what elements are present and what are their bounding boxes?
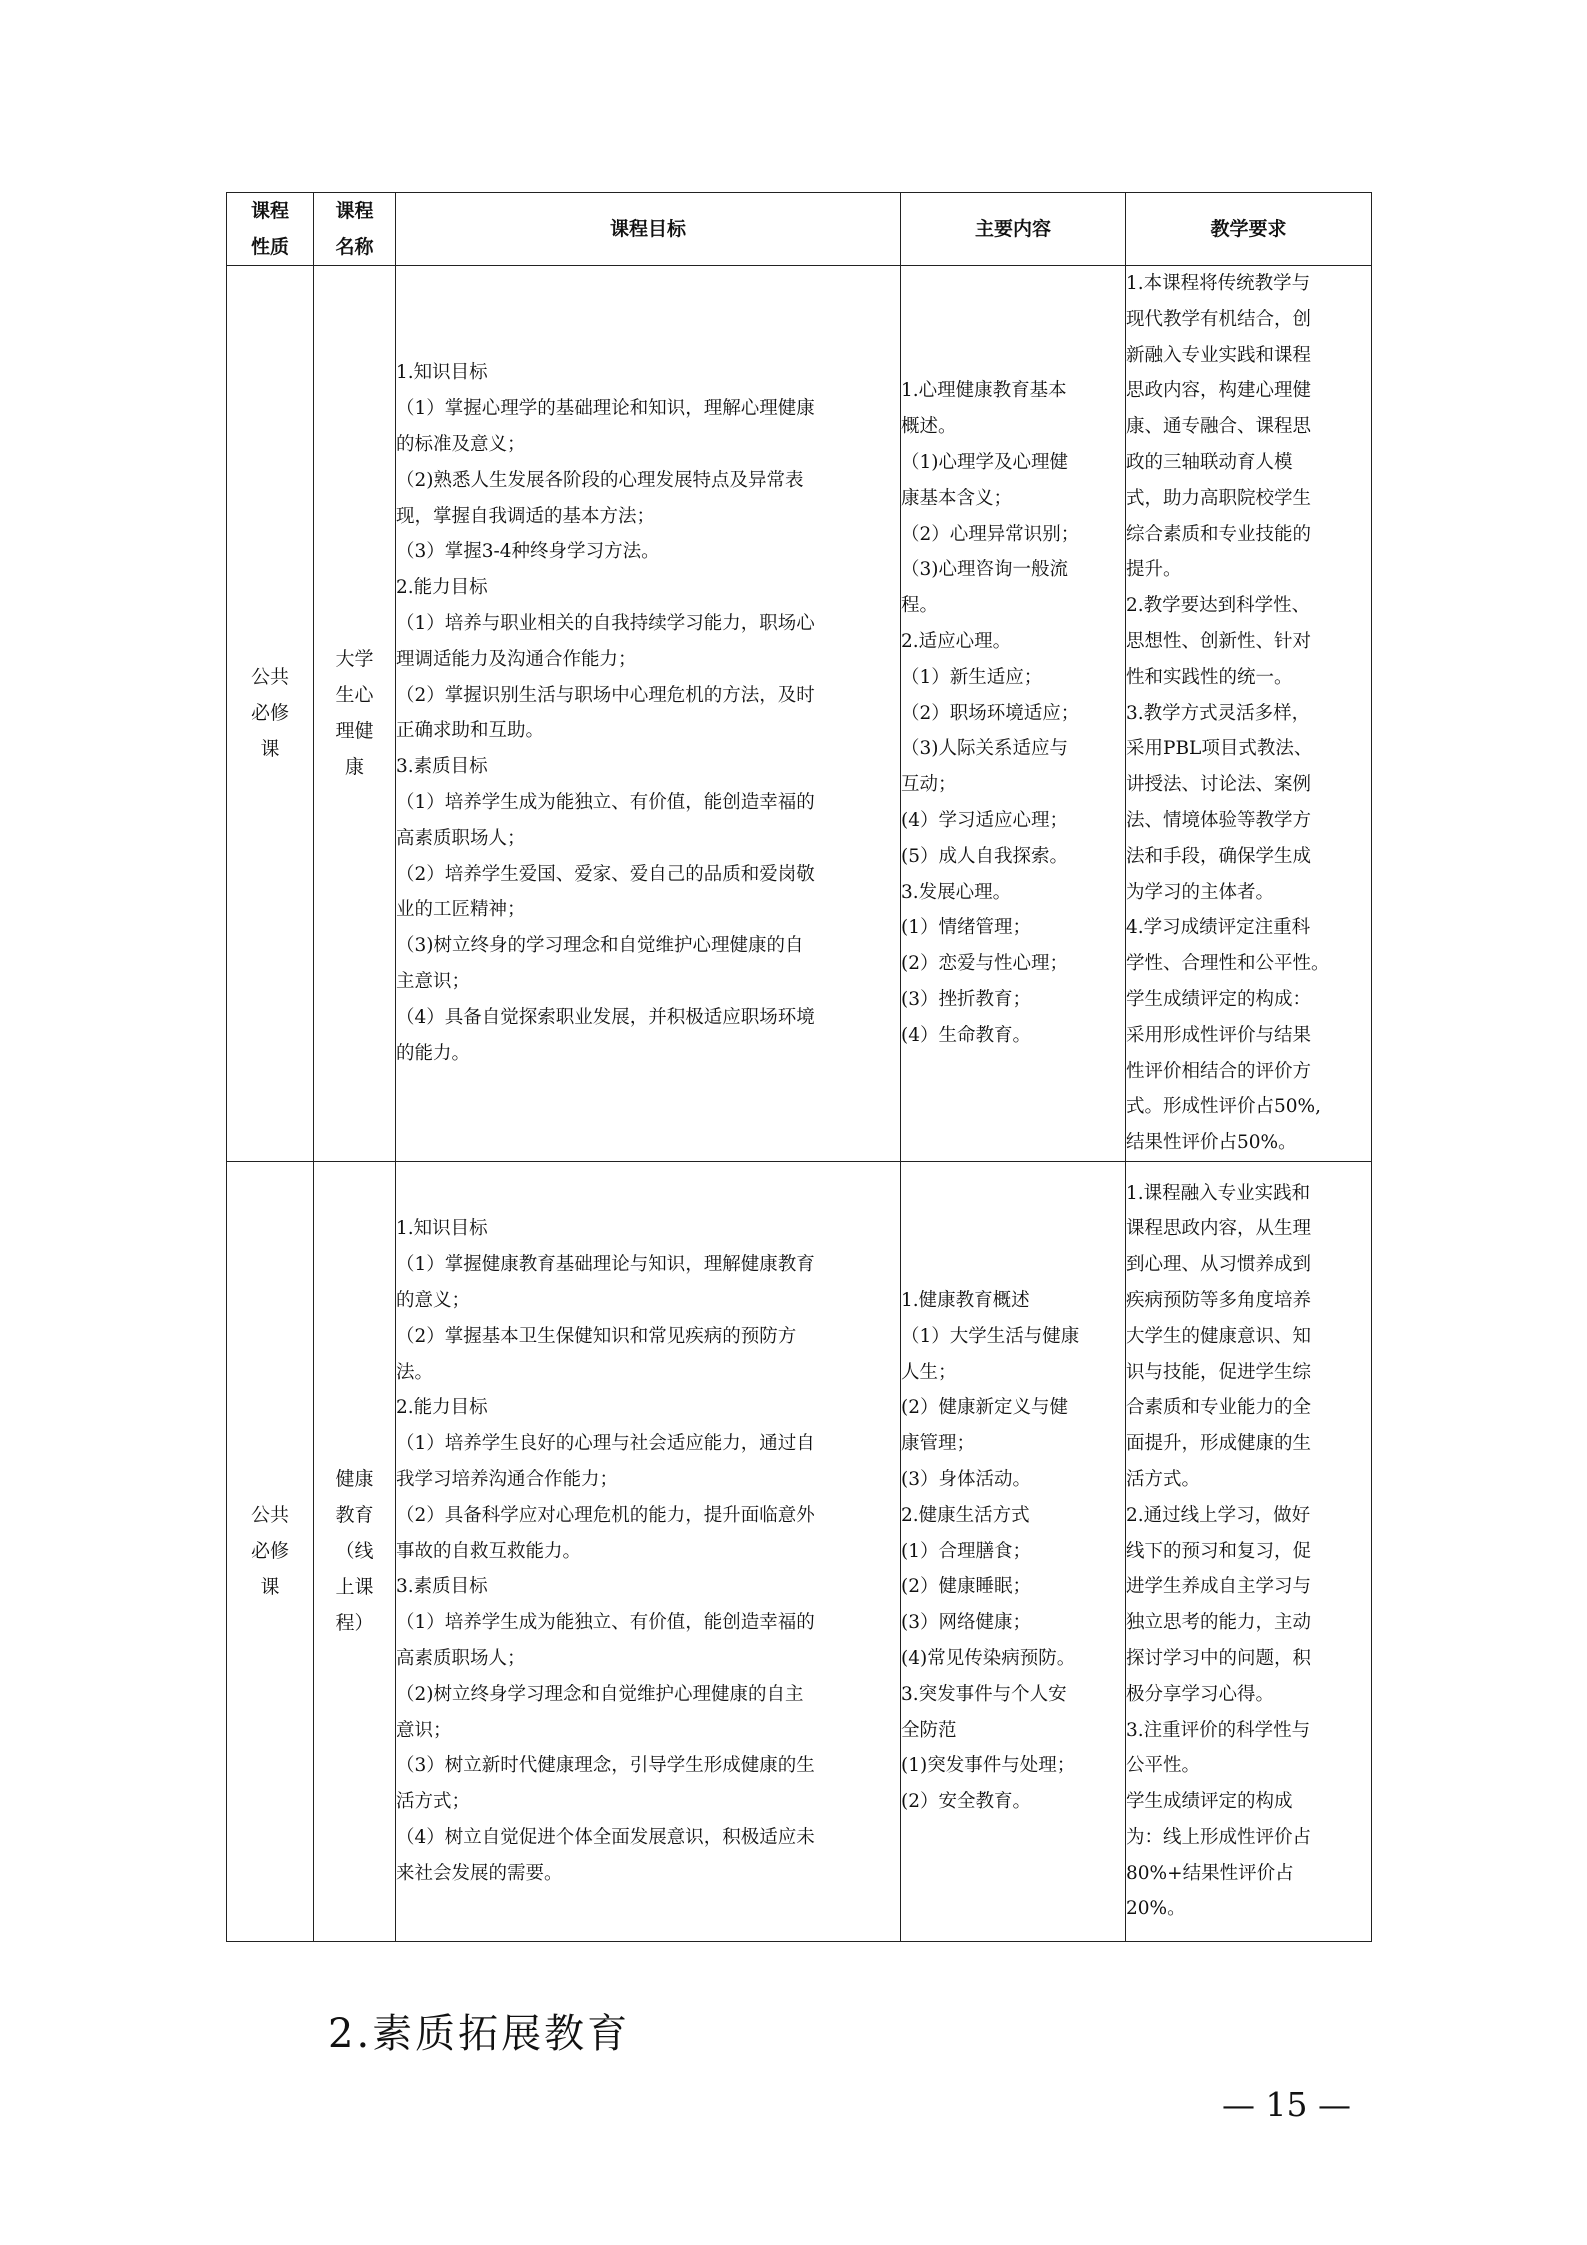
cell-line: 活方式。 [1126, 1468, 1201, 1490]
cell-line: 康管理； [901, 1433, 976, 1455]
cell-line: (4）生命教育。 [901, 1024, 1031, 1046]
cell-line: （1）培养与职业相关的自我持续学习能力，职场心 [396, 613, 815, 635]
cell-line: （2)熟悉人生发展各阶段的心理发展特点及异常表 [396, 469, 804, 491]
cell-line: 法、情境体验等教学方 [1126, 809, 1312, 831]
cell-line: （2）具备科学应对心理危机的能力，提升面临意外 [396, 1504, 815, 1526]
cell-line: 1.知识目标 [396, 1218, 488, 1240]
cell-line: (3）身体活动。 [901, 1468, 1031, 1490]
cell-line: 2.能力目标 [396, 1397, 488, 1419]
header-nature-line: 性质 [250, 236, 289, 258]
header-nature-line: 课程 [250, 200, 289, 222]
cell-line: 3.发展心理。 [901, 881, 1012, 903]
cell-name [314, 266, 396, 1162]
cell-line: （2）心理异常识别； [901, 523, 1080, 545]
cell-line: （1）掌握健康教育基础理论与知识，理解健康教育 [396, 1254, 815, 1276]
cell-line: 极分享学习心得。 [1126, 1683, 1275, 1705]
cell-nature [227, 1161, 314, 1941]
cell-line: (2）安全教育。 [901, 1791, 1031, 1813]
cell-line: 学生成绩评定的构成： [1126, 988, 1312, 1010]
cell-line: (2）恋爱与性心理； [901, 953, 1068, 975]
cell-line: (1）情绪管理； [901, 917, 1031, 939]
cell-line: （线 [335, 1540, 374, 1563]
cell-line: 20%。 [1126, 1898, 1186, 1920]
cell-line: 理健 [335, 720, 374, 743]
cell-line: 3.素质目标 [396, 756, 488, 778]
cell-line: 思想性、创新性、针对 [1126, 630, 1312, 652]
cell-goals [396, 1161, 901, 1941]
cell-line: 3.突发事件与个人安 [901, 1683, 1067, 1705]
cell-line: 新融入专业实践和课程 [1126, 344, 1312, 366]
cell-line: 结果性评价占50%。 [1126, 1132, 1297, 1154]
cell-line: 康、通专融合、课程思 [1126, 416, 1312, 438]
course-table [226, 192, 1372, 1942]
cell-contents [901, 266, 1126, 1162]
cell-line: （4）具备自觉探索职业发展，并积极适应职场环境 [396, 1006, 815, 1028]
page-number: — 15 — [1222, 2085, 1351, 2124]
cell-line: 性和实践性的统一。 [1126, 666, 1293, 688]
cell-line: 政的三轴联动育人模 [1126, 451, 1293, 473]
cell-line: 学生成绩评定的构成 [1126, 1791, 1293, 1813]
cell-line: 公平性。 [1126, 1755, 1201, 1777]
cell-line: 大学生的健康意识、知 [1126, 1325, 1312, 1347]
cell-line: （1）培养学生成为能独立、有价值，能创造幸福的 [396, 792, 815, 814]
cell-line: 事故的自救互救能力。 [396, 1540, 582, 1562]
cell-line: 概述。 [901, 416, 957, 438]
table-header-row [227, 193, 1372, 266]
cell-line: 为：线上形成性评价占 [1126, 1826, 1312, 1848]
cell-line: 大学 [335, 648, 374, 671]
cell-goals [396, 266, 901, 1162]
cell-line: 的标准及意义； [396, 434, 526, 456]
cell-line: 3.教学方式灵活多样， [1126, 702, 1311, 724]
header-teaching-requirement: 教学要求 [1126, 193, 1372, 266]
cell-line: 活方式； [396, 1791, 471, 1813]
cell-line: 3.注重评价的科学性与 [1126, 1719, 1311, 1741]
section-heading: 2.素质拓展教育 [328, 2011, 631, 2057]
cell-line: 业的工匠精神； [396, 899, 526, 921]
cell-line: (2）健康新定义与健 [901, 1397, 1068, 1419]
cell-line: （2）掌握识别生活与职场中心理危机的方法，及时 [396, 684, 815, 706]
cell-line: 公共 [250, 666, 289, 689]
cell-line: （2)树立终身学习理念和自觉维护心理健康的自主 [396, 1683, 804, 1705]
table-row [227, 266, 1372, 1162]
cell-line: 生心 [335, 684, 374, 707]
cell-line: 2.适应心理。 [901, 630, 1012, 652]
cell-line: (3）网络健康； [901, 1612, 1031, 1634]
cell-line: 的能力。 [396, 1042, 471, 1064]
cell-line: 4.学习成绩评定注重科 [1126, 917, 1311, 939]
cell-line: (5）成人自我探索。 [901, 845, 1068, 867]
cell-line: 学性、合理性和公平性。 [1126, 953, 1330, 975]
cell-line: 康基本含义； [901, 487, 1013, 509]
cell-line: 教育 [335, 1504, 374, 1527]
cell-line: 上课 [335, 1576, 374, 1599]
cell-line: 现，掌握自我调适的基本方法； [396, 505, 656, 527]
header-course-name [314, 193, 396, 266]
cell-line: 性评价相结合的评价方 [1126, 1060, 1312, 1082]
cell-line: 正确求助和互助。 [396, 720, 545, 742]
header-name-line: 名称 [335, 236, 374, 258]
cell-line: 现代教学有机结合，创 [1126, 308, 1312, 330]
table-row [227, 1161, 1372, 1941]
cell-line: 2.健康生活方式 [901, 1504, 1030, 1526]
cell-line: 进学生养成自主学习与 [1126, 1576, 1312, 1598]
cell-line: (4）学习适应心理； [901, 809, 1068, 831]
cell-line: 3.素质目标 [396, 1576, 488, 1598]
cell-line: (4)常见传染病预防。 [901, 1647, 1076, 1669]
cell-line: 讲授法、讨论法、案例 [1126, 774, 1312, 796]
cell-line: 式，助力高职院校学生 [1126, 487, 1312, 509]
cell-line: 1.本课程将传统教学与 [1126, 273, 1311, 294]
header-course-nature [227, 193, 314, 266]
cell-line: 全防范 [901, 1719, 957, 1741]
cell-line: 面提升，形成健康的生 [1126, 1433, 1312, 1455]
cell-line: （1)心理学及心理健 [901, 451, 1068, 473]
cell-line: 互动； [901, 774, 957, 796]
cell-line: 线下的预习和复习，促 [1126, 1540, 1312, 1562]
cell-line: 康 [344, 756, 364, 779]
cell-line: （2）培养学生爱国、爱家、爱自己的品质和爱岗敬 [396, 863, 815, 885]
cell-line: （1）大学生活与健康 [901, 1325, 1080, 1347]
cell-line: 来社会发展的需要。 [396, 1862, 563, 1884]
cell-line: 1.课程融入专业实践和 [1126, 1182, 1311, 1204]
cell-line: 理调适能力及沟通合作能力； [396, 648, 637, 670]
cell-line: (2）健康睡眠； [901, 1576, 1031, 1598]
header-main-content: 主要内容 [901, 193, 1126, 266]
cell-line: 高素质职场人； [396, 827, 526, 849]
cell-line: （3)人际关系适应与 [901, 738, 1068, 760]
cell-line: 式。形成性评价占50%, [1126, 1096, 1322, 1118]
cell-line: 独立思考的能力，主动 [1126, 1612, 1312, 1634]
cell-line: (1）合理膳食； [901, 1540, 1031, 1562]
cell-line: 探讨学习中的问题，积 [1126, 1647, 1312, 1669]
cell-line: 我学习培养沟通合作能力； [396, 1468, 619, 1490]
cell-name [314, 1161, 396, 1941]
cell-line: 综合素质和专业技能的 [1126, 523, 1312, 545]
cell-line: 采用形成性评价与结果 [1126, 1024, 1312, 1046]
cell-line: （3)心理咨询一般流 [901, 559, 1068, 581]
cell-line: 2.通过线上学习，做好 [1126, 1504, 1311, 1526]
cell-line: 为学习的主体者。 [1126, 881, 1275, 903]
cell-line: 公共 [250, 1504, 289, 1527]
cell-line: 识与技能，促进学生综 [1126, 1361, 1312, 1383]
cell-line: 课程思政内容，从生理 [1126, 1218, 1312, 1240]
cell-line: 健康 [335, 1468, 374, 1491]
cell-line: 法和手段，确保学生成 [1126, 845, 1312, 867]
cell-line: 程） [335, 1612, 374, 1635]
cell-requirements [1126, 266, 1372, 1162]
cell-line: 80%+结果性评价占 [1126, 1862, 1294, 1884]
cell-line: 2.能力目标 [396, 577, 488, 599]
cell-line: 合素质和专业能力的全 [1126, 1397, 1312, 1419]
cell-line: 主意识； [396, 971, 471, 993]
cell-line: 的意义； [396, 1289, 471, 1311]
cell-line: （3）树立新时代健康理念，引导学生形成健康的生 [396, 1755, 815, 1777]
cell-line: 疾病预防等多角度培养 [1126, 1289, 1312, 1311]
cell-line: (1)突发事件与处理； [901, 1755, 1076, 1777]
cell-line: 提升。 [1126, 559, 1182, 581]
cell-nature [227, 266, 314, 1162]
cell-line: 思政内容，构建心理健 [1126, 380, 1312, 402]
cell-line: （4）树立自觉促进个体全面发展意识，积极适应未 [396, 1826, 815, 1848]
cell-line: 1.心理健康教育基本 [901, 380, 1067, 402]
cell-contents [901, 1161, 1126, 1941]
cell-requirements [1126, 1161, 1372, 1941]
cell-line: 人生； [901, 1361, 957, 1383]
cell-line: 2.教学要达到科学性、 [1126, 595, 1311, 617]
cell-line: 1.健康教育概述 [901, 1289, 1030, 1311]
cell-line: （3)树立终身的学习理念和自觉维护心理健康的自 [396, 935, 804, 957]
cell-line: （1）掌握心理学的基础理论和知识，理解心理健康 [396, 398, 815, 420]
cell-line: （1）新生适应； [901, 666, 1043, 688]
cell-line: 必修 [250, 1540, 289, 1563]
cell-line: 课 [260, 738, 280, 761]
header-course-goal: 课程目标 [396, 193, 901, 266]
cell-line: （1）培养学生成为能独立、有价值，能创造幸福的 [396, 1612, 815, 1634]
cell-line: 采用PBL项目式教法、 [1126, 738, 1313, 760]
header-name-line: 课程 [335, 200, 374, 222]
cell-line: 到心理、从习惯养成到 [1126, 1254, 1312, 1276]
cell-line: （2）掌握基本卫生保健知识和常见疾病的预防方 [396, 1325, 797, 1347]
cell-line: （3）掌握3-4种终身学习方法。 [396, 541, 660, 563]
cell-line: 必修 [250, 702, 289, 725]
cell-line: 法。 [396, 1361, 434, 1383]
cell-line: (3）挫折教育； [901, 988, 1031, 1010]
cell-line: （2）职场环境适应； [901, 702, 1080, 724]
cell-line: 程。 [901, 595, 939, 617]
cell-line: 1.知识目标 [396, 362, 488, 384]
cell-line: 意识； [396, 1719, 452, 1741]
cell-line: 高素质职场人； [396, 1647, 526, 1669]
cell-line: 课 [260, 1576, 280, 1599]
cell-line: （1）培养学生良好的心理与社会适应能力，通过自 [396, 1433, 815, 1455]
